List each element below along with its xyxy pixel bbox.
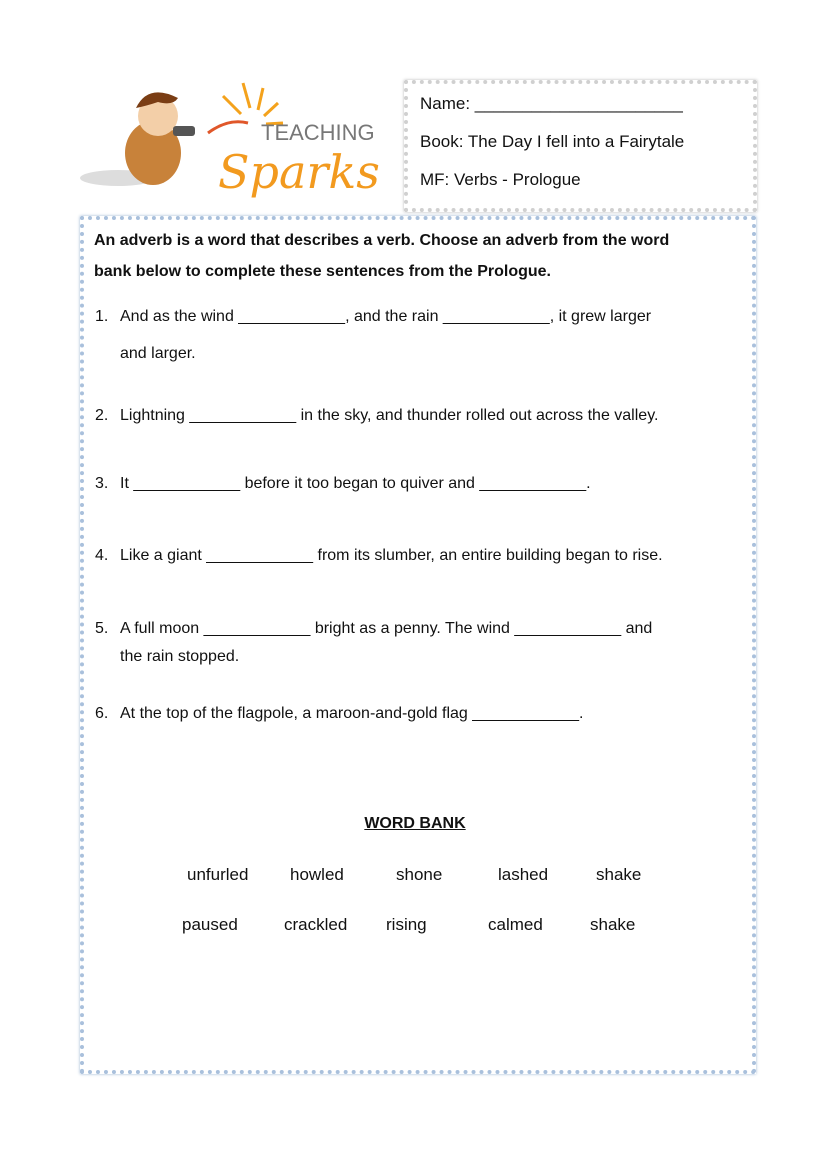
word-bank-word: calmed [488,915,543,934]
word-bank-word: unfurled [187,865,249,884]
question-4[interactable]: Like a giant ____________ from its slumber, an entire building began to rise. [120,547,663,564]
word-bank-word: rising [386,915,427,934]
question-5-line-1[interactable]: A full moon ____________ bright as a penny. The wind ____________ and [120,620,653,637]
instructions-line-2: bank below to complete these sentences from the Prologue. [94,263,551,280]
question-number: 2. [95,407,109,424]
mf-topic: MF: Verbs - Prologue [420,170,581,189]
word-bank-word: lashed [498,865,549,884]
word-bank-word: shake [590,915,636,934]
instructions-line-1: An adverb is a word that describes a verb. Choose an adverb from the word [94,232,670,249]
word-bank-word: shone [396,865,443,884]
question-3[interactable]: It ____________ before it too began to quiver and ____________. [120,475,591,492]
question-number: 5. [95,620,109,637]
question-2[interactable]: Lightning ____________ in the sky, and thunder rolled out across the valley. [120,407,659,424]
logo-sparks-text: Sparks [218,145,380,198]
logo-teaching-text: TEACHING [261,120,375,145]
question-1-line-2: and larger. [120,345,196,362]
question-number: 6. [95,705,109,722]
question-number: 3. [95,475,109,492]
question-number: 1. [95,308,109,325]
student-info-box [404,80,757,212]
word-bank-word: howled [290,865,344,884]
word-bank-word: shake [596,865,642,884]
name-field[interactable]: Name: ______________________ [420,94,683,113]
question-5-line-2: the rain stopped. [120,648,240,665]
caveman-mascot-icon [78,78,388,198]
book-title: Book: The Day I fell into a Fairytale [420,132,685,151]
question-number: 4. [95,547,109,564]
word-bank-title: WORD BANK [364,815,466,832]
word-bank-word: crackled [284,915,348,934]
question-6[interactable]: At the top of the flagpole, a maroon-and-gold flag ____________. [120,705,584,722]
teaching-sparks-logo [78,78,388,198]
word-bank-word: paused [182,915,238,934]
question-1-line-1[interactable]: And as the wind ____________, and the rain ____________, it grew larger [120,308,652,325]
